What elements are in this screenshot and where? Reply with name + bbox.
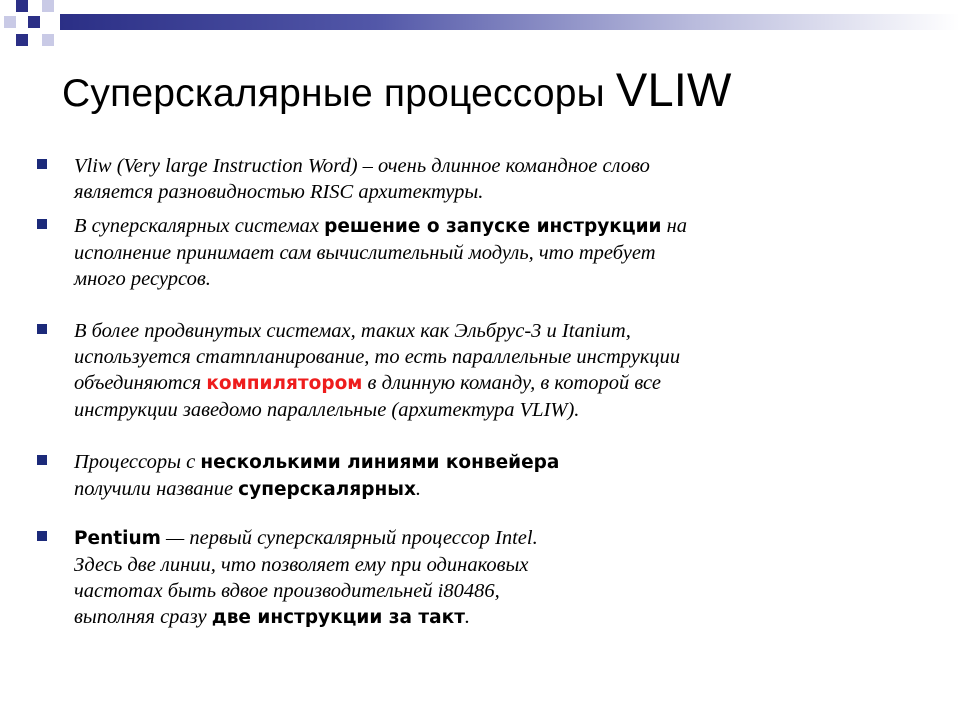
bullet-line: много ресурсов. — [74, 268, 211, 290]
title-vliw-text: VLIW — [615, 63, 732, 116]
text-run: выполняя сразу — [74, 606, 212, 628]
bullet-line — [74, 449, 930, 476]
text-run: — первый суперскалярный процессор Intel. — [160, 527, 538, 549]
header-gradient-bar — [60, 14, 960, 30]
bullet-line — [74, 370, 930, 397]
bullet-line: В более продвинутых системах, таких как Эльбрус-3 и Itanium, — [74, 320, 631, 342]
bold-text-run: несколькими линиями конвейера — [200, 452, 560, 473]
decor-square — [28, 16, 40, 28]
bullet-line — [74, 525, 930, 552]
bold-text-run: две инструкции за такт — [211, 607, 465, 628]
decor-square — [42, 34, 54, 46]
text-run: получили название — [74, 478, 239, 500]
bullet-line — [74, 476, 930, 503]
text-run: В суперскалярных системах — [74, 215, 325, 237]
bullet-line: исполнение принимает сам вычислительный модуль, что требует — [74, 242, 656, 264]
bullet-line — [74, 213, 930, 240]
square-bullet-icon — [37, 219, 47, 229]
bullet-line: инструкции заведомо параллельные (архитектура VLIW). — [74, 399, 580, 421]
bullet-item-superscalar-decision — [30, 213, 930, 292]
bullet-item-pentium — [30, 525, 930, 631]
bullet-line: Здесь две линии, что позволяет ему при одинаковых — [74, 554, 529, 576]
bullet-line: является разновидностью RISC архитектуры. — [74, 181, 484, 203]
decor-square — [16, 0, 28, 12]
bullet-line: используется статпланирование, то есть параллельные инструкции — [74, 346, 681, 368]
bullet-item-pipeline-lines — [30, 449, 930, 503]
square-bullet-icon — [37, 324, 47, 334]
square-bullet-icon — [37, 455, 47, 465]
square-bullet-icon — [37, 531, 47, 541]
slide-title — [62, 62, 732, 117]
bold-text-run: решение о запуске инструкции — [324, 216, 662, 237]
corner-decoration — [0, 0, 90, 60]
bullet-line: частотах быть вдвое производительней i80486, — [74, 580, 500, 602]
bold-text-run: суперскалярных — [238, 479, 416, 500]
bold-text-run: Pentium — [74, 528, 161, 549]
decor-square — [16, 34, 28, 46]
bullet-line — [74, 604, 930, 631]
text-run: объединяются — [74, 372, 207, 394]
decor-square — [42, 0, 54, 12]
text-run: . — [415, 478, 422, 500]
square-bullet-icon — [37, 159, 47, 169]
text-run: на — [661, 215, 688, 237]
text-run: в длинную команду, в которой все — [362, 372, 661, 394]
bullet-item-vliw-definition — [30, 153, 930, 205]
bullet-list — [30, 153, 930, 631]
text-run: . — [464, 606, 471, 628]
text-run: Процессоры с — [74, 451, 201, 473]
bullet-item-static-scheduling — [30, 318, 930, 423]
bullet-line: Vliw (Very large Instruction Word) – очень длинное командное слово — [74, 155, 650, 177]
title-main-text: Суперскалярные процессоры — [62, 72, 616, 115]
decor-square — [4, 16, 16, 28]
red-highlight-run: компилятором — [206, 373, 363, 394]
